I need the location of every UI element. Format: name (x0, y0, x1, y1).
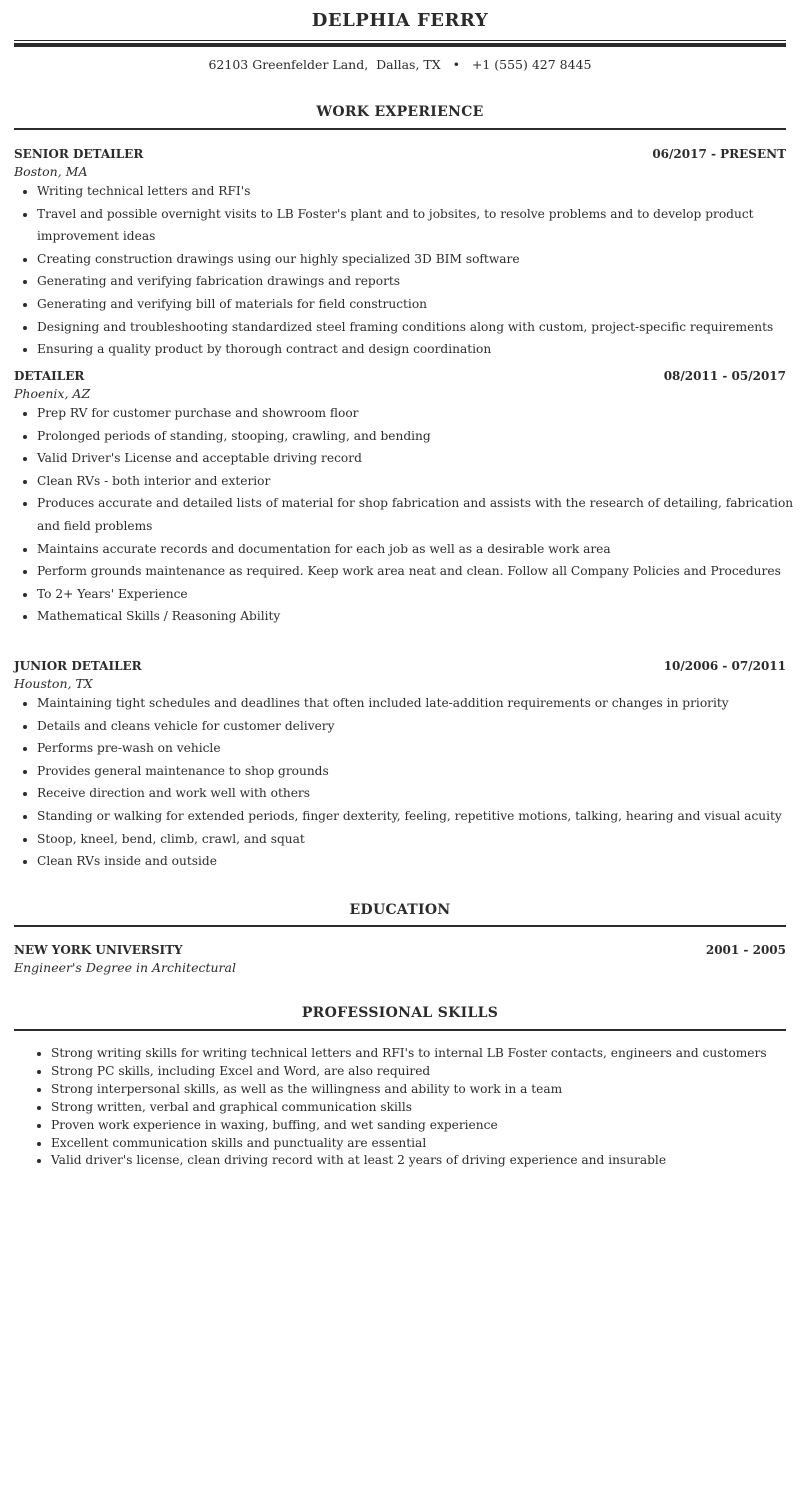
job-title: DETAILER (14, 369, 85, 383)
candidate-name: DELPHIA FERRY (311, 10, 489, 31)
job-bullet: • To 2+ Years' Experience (37, 583, 797, 606)
section-title-work-experience: WORK EXPERIENCE (316, 104, 484, 120)
job-bullet-list (14, 180, 797, 361)
job-bullet: • Clean RVs inside and outside (37, 850, 797, 873)
job-bullet: • Maintains accurate records and documentation for each job as well as a desirable work area (37, 538, 797, 561)
skill-item: • Excellent communication skills and punctuality are essential (51, 1135, 791, 1153)
job-bullet: • Receive direction and work well with others (37, 782, 797, 805)
job-location: Boston, MA (14, 164, 88, 179)
job-dates: 08/2011 - 05/2017 (663, 369, 786, 383)
job-location: Phoenix, AZ (14, 386, 91, 401)
skill-item: • Strong written, verbal and graphical communication skills (51, 1099, 791, 1117)
skill-item: • Strong writing skills for writing technical letters and RFI's to internal LB Foster contacts, engineers and customers (51, 1045, 791, 1063)
skill-item: • Strong interpersonal skills, as well as the willingness and ability to work in a team (51, 1081, 791, 1099)
section-title-professional-skills: PROFESSIONAL SKILLS (301, 1005, 499, 1021)
job-bullet: • Perform grounds maintenance as required. Keep work area neat and clean. Follow all Company Policies and Procedures (37, 560, 797, 583)
education-dates: 2001 - 2005 (705, 943, 786, 957)
section-divider (14, 925, 786, 927)
job-bullet-list (14, 402, 797, 628)
section-divider (14, 128, 786, 130)
section-title-education: EDUCATION (349, 902, 451, 918)
section-divider (14, 1029, 786, 1031)
job-bullet: • Standing or walking for extended periods, finger dexterity, feeling, repetitive motions, talking, hearing and visual acuity (37, 805, 797, 828)
job-bullet: • Details and cleans vehicle for customer delivery (37, 715, 797, 738)
degree: Engineer's Degree in Architectural (14, 960, 236, 975)
job-bullet: • Clean RVs - both interior and exterior (37, 470, 797, 493)
job-bullet: • Stoop, kneel, bend, climb, crawl, and squat (37, 828, 797, 851)
job-location: Houston, TX (14, 676, 93, 691)
job-bullet: • Maintaining tight schedules and deadlines that often included late-addition requirements or changes in priority (37, 692, 797, 715)
job-dates: 10/2006 - 07/2011 (663, 659, 786, 673)
job-bullet: • Valid Driver's License and acceptable driving record (37, 447, 797, 470)
job-title: SENIOR DETAILER (14, 147, 144, 161)
job-bullet: • Travel and possible overnight visits to LB Foster's plant and to jobsites, to resolve problems and to develop product improvement ideas (37, 203, 797, 248)
job-bullet: • Designing and troubleshooting standardized steel framing conditions along with custom, project-specific requirements (37, 316, 797, 339)
job-bullet: • Prep RV for customer purchase and showroom floor (37, 402, 797, 425)
skill-item: • Valid driver's license, clean driving record with at least 2 years of driving experience and insurable (51, 1152, 791, 1170)
header-divider-thick (14, 43, 786, 47)
job-bullet: • Provides general maintenance to shop grounds (37, 760, 797, 783)
job-bullet: • Writing technical letters and RFI's (37, 180, 797, 203)
skill-item: • Proven work experience in waxing, buffing, and wet sanding experience (51, 1117, 791, 1135)
job-dates: 06/2017 - PRESENT (652, 147, 786, 161)
job-bullet: • Prolonged periods of standing, stooping, crawling, and bending (37, 425, 797, 448)
job-bullet-list (14, 692, 797, 873)
job-bullet: • Performs pre-wash on vehicle (37, 737, 797, 760)
job-bullet: • Ensuring a quality product by thorough contract and design coordination (37, 338, 797, 361)
job-bullet: • Generating and verifying fabrication drawings and reports (37, 270, 797, 293)
job-title: JUNIOR DETAILER (14, 659, 142, 673)
contact-line: 62103 Greenfelder Land, Dallas, TX • +1 (555) 427 8445 (208, 57, 592, 72)
header-divider-thin (14, 40, 786, 41)
school-name: NEW YORK UNIVERSITY (14, 943, 183, 957)
job-bullet: • Creating construction drawings using our highly specialized 3D BIM software (37, 248, 797, 271)
job-bullet: • Generating and verifying bill of materials for field construction (37, 293, 797, 316)
skill-item: • Strong PC skills, including Excel and Word, are also required (51, 1063, 791, 1081)
job-bullet: • Produces accurate and detailed lists of material for shop fabrication and assists with the research of detailing, fabrication and field problems (37, 492, 797, 537)
job-bullet: • Mathematical Skills / Reasoning Ability (37, 605, 797, 628)
skills-list (28, 1045, 791, 1170)
